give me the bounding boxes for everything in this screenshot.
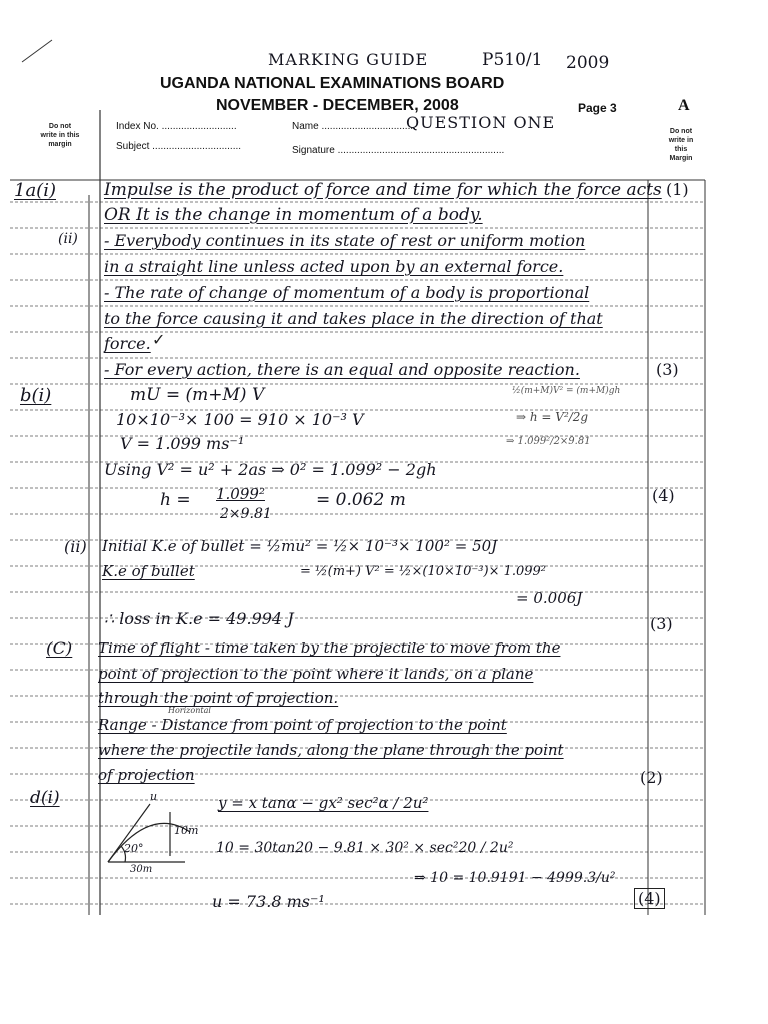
page-number: Page 3 — [578, 101, 617, 115]
exam-session: NOVEMBER - DECEMBER, 2008 — [216, 97, 459, 114]
height-lhs: h = — [160, 490, 191, 510]
d-i-label: d(i) — [30, 788, 60, 808]
height-result: = 0.062 m — [316, 490, 406, 510]
marking-guide-title: MARKING GUIDE — [268, 50, 429, 69]
signature-field: Signature ............................................................ — [292, 145, 505, 156]
time-of-flight-line-3: through the point of projection. — [98, 689, 339, 707]
diagram-angle-label: 20° — [124, 842, 144, 855]
b-i-label: b(i) — [20, 385, 52, 406]
range-annotation: Horizontal — [168, 706, 211, 715]
index-no-field: Index No. ........................... — [116, 121, 237, 132]
side-note-calc: ⇒ 1.099²/2×9.81 — [506, 436, 591, 447]
momentum-substitution: 10×10⁻³× 100 = 910 × 10⁻³ V — [116, 410, 364, 429]
mark-5: (2) — [640, 768, 663, 787]
name-value: QUESTION ONE — [406, 113, 556, 132]
initial-speed-result: u = 73.8 ms⁻¹ — [212, 892, 325, 911]
name-field: Name .................................. — [292, 121, 416, 132]
year: 2009 — [566, 53, 610, 73]
newton-law-2-line-3: force. — [104, 334, 151, 353]
momentum-equation: mU = (m+M) V — [130, 385, 265, 405]
tick-mark: ✓ — [152, 330, 166, 349]
trajectory-simplified: ⇒ 10 = 10.9191 − 4999.3/u² — [414, 870, 616, 886]
board-title: UGANDA NATIONAL EXAMINATIONS BOARD — [160, 75, 505, 92]
q1a-ii-label: (ii) — [58, 231, 78, 247]
trajectory-substitution: 10 = 30tan20 − 9.81 × 30² × sec²20 / 2u² — [216, 840, 514, 856]
mark-3: (4) — [652, 486, 675, 505]
kinematic-equation: Using V² = u² + 2as ⇒ 0² = 1.099² − 2gh — [104, 460, 437, 479]
side-note-height: ⇒ h = V²/2g — [516, 410, 589, 424]
subject-field: Subject ................................ — [116, 141, 242, 152]
range-line-2: where the projectile lands, along the plane through the point — [98, 741, 564, 759]
height-denominator: 2×9.81 — [220, 506, 272, 522]
mark-4: (3) — [650, 614, 673, 633]
margin-note-left: Do not write in this margin — [40, 123, 80, 148]
ke-final: = 0.006J — [516, 589, 583, 607]
initial-ke: Initial K.e of bullet = ½mu² = ½× 10⁻³× 100² = 50J — [102, 537, 498, 555]
side-letter: A — [678, 97, 690, 114]
newton-law-2-line-2: to the force causing it and takes place in the direction of that — [104, 309, 603, 328]
newton-law-3: - For every action, there is an equal and opposite reaction. — [104, 360, 580, 379]
trajectory-equation: y = x tanα − gx² sec²α / 2u² — [218, 794, 429, 812]
diagram-u-label: u — [150, 790, 158, 803]
mark-6: (4) — [634, 888, 665, 909]
side-note-energy: ½(m+M)V² = (m+M)gh — [512, 386, 621, 396]
newton-law-1-line-1: - Everybody continues in its state of rest or uniform motion — [104, 231, 586, 250]
diagram-height-label: 10m — [174, 824, 199, 837]
newton-law-1-line-2: in a straight line unless acted upon by an external force. — [104, 257, 564, 276]
q1a-i-label: 1a(i) — [14, 180, 56, 201]
mark-2: (3) — [656, 360, 679, 379]
range-line-1: Range - Distance from point of projection to the point — [98, 716, 507, 734]
newton-law-2-line-1: - The rate of change of momentum of a body is proportional — [104, 283, 590, 302]
height-numerator: 1.099² — [216, 485, 265, 503]
mark-1: (1) — [666, 180, 689, 199]
velocity-result: V = 1.099 ms⁻¹ — [120, 434, 245, 453]
diagram-distance-label: 30m — [130, 864, 153, 875]
c-label: (C) — [46, 639, 73, 659]
b-ii-label: (ii) — [64, 537, 87, 556]
range-line-3: of projection — [98, 766, 195, 784]
paper-code: P510/1 — [482, 50, 543, 70]
ke-loss: ∴ loss in K.e = 49.994 J — [104, 609, 294, 628]
ke-after-label: K.e of bullet — [102, 562, 195, 580]
impulse-definition: Impulse is the product of force and time for which the force acts — [104, 180, 662, 200]
time-of-flight-line-2: point of projection to the point where it lands, on a plane — [98, 665, 534, 683]
margin-note-right: Do not write in this Margin — [668, 128, 694, 162]
time-of-flight-line-1: Time of flight - time taken by the projectile to move from the — [98, 639, 561, 657]
impulse-alt-definition: OR It is the change in momentum of a body. — [104, 205, 483, 225]
ke-after-value: = ½(m+) V² = ½×(10×10⁻³)× 1.099² — [300, 564, 547, 579]
